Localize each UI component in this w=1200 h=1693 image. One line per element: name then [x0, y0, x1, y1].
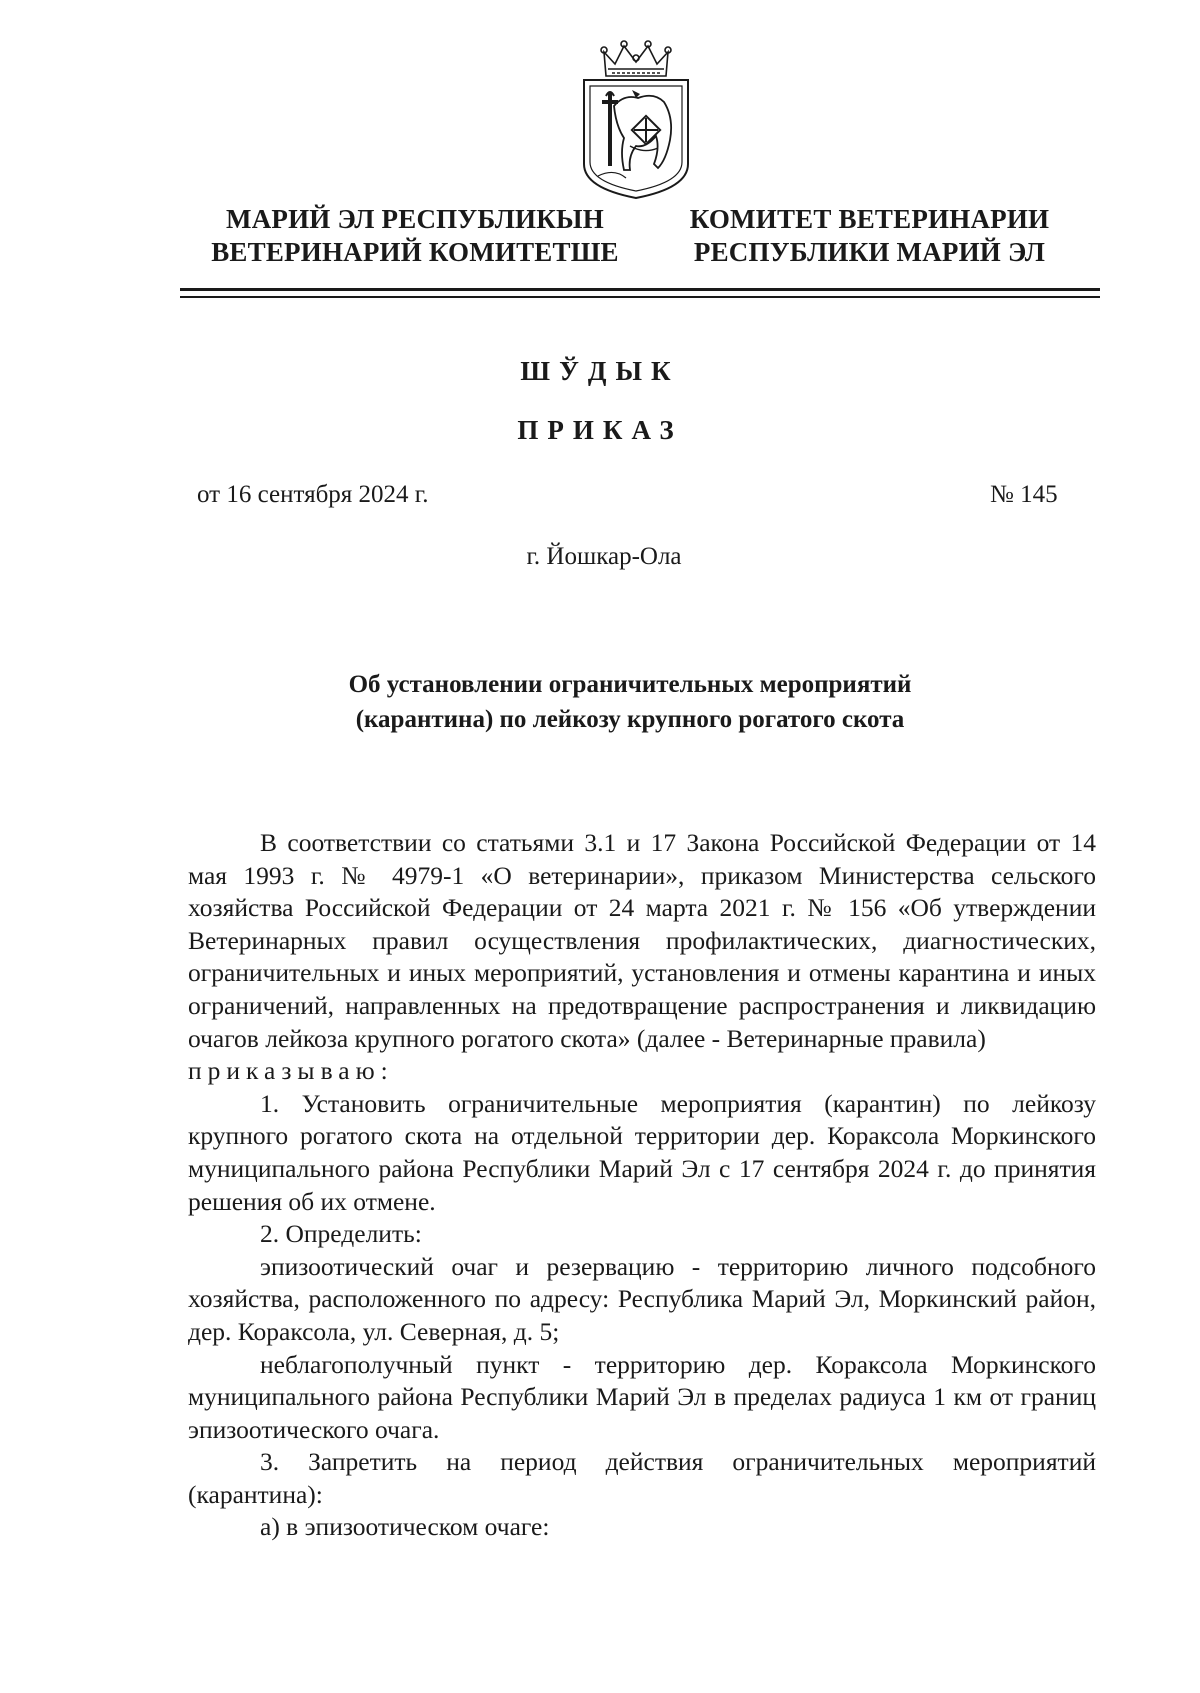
paragraph-2: 2. Определить: — [260, 1219, 422, 1249]
paragraph-2-unfavorable-point: неблагополучный пункт - территорию дер. Кораксола Моркинского муниципального района Республики Марий Эл в пределах радиуса 1 км от границ эпизоотического очага. — [188, 1349, 1096, 1444]
title-line: Об установлении ограничительных мероприятий — [348, 671, 912, 698]
header-mari-line: ВЕТЕРИНАРИЙ КОМИТЕТШЕ — [211, 237, 619, 267]
header-divider-thin — [180, 296, 1100, 298]
document-number: № 145 — [990, 481, 1058, 508]
header-mari-line: МАРИЙ ЭЛ РЕСПУБЛИКЫН — [226, 204, 604, 234]
paragraph-3-a: а) в эпизоотическом очаге: — [260, 1512, 550, 1542]
document-type-mari: ШЎДЫК — [520, 356, 680, 386]
header-divider-thick — [180, 288, 1100, 291]
coat-of-arms-mari-el-icon — [574, 36, 698, 204]
document-date: от 16 сентября 2024 г. — [197, 481, 429, 508]
header-russian-line: КОМИТЕТ ВЕТЕРИНАРИИ — [689, 204, 1050, 234]
title-line: (карантина) по лейкозу крупного рогатого скота — [355, 706, 905, 733]
paragraph-2-outbreak-focus: эпизоотический очаг и резервацию - территорию личного подсобного хозяйства, расположенного по адресу: Республика Марий Эл, Моркинский район, дер. Кораксола, ул. Северная, д. 5; — [188, 1251, 1096, 1346]
document-city — [0, 543, 1200, 571]
document-body — [188, 827, 1096, 1544]
city-text: г. Йошкар-Ола — [526, 543, 682, 570]
order-word-text: приказываю: — [188, 1056, 394, 1086]
document-type-russian: ПРИКАЗ — [517, 415, 683, 445]
header-russian-line: РЕСПУБЛИКИ МАРИЙ ЭЛ — [693, 237, 1046, 267]
header-russian-block — [672, 203, 1067, 269]
order-word — [188, 1055, 1096, 1088]
paragraph-1: 1. Установить ограничительные мероприятия (карантин) по лейкозу крупного рогатого скота на отдельной территории дер. Кораксола Моркинского муниципального района Республики Марий Эл с 17 сентября 2024 г. до принятия решения об их отмене. — [188, 1088, 1096, 1216]
paragraph-3: 3. Запретить на период действия ограничительных мероприятий (карантина): — [188, 1447, 1096, 1509]
header-mari-block — [195, 203, 635, 269]
document-title — [180, 667, 1080, 737]
preamble-paragraph: В соответствии со статьями 3.1 и 17 Закона Российской Федерации от 14 мая 1993 г. № 4979-1 «О ветеринарии», приказом Министерства сельского хозяйства Российской Федерации от 24 марта 2021 г. № 156 «Об утверждении Ветеринарных правил осуществления профилактических, диагностических, ограничительных и иных мероприятий, установления и отмены карантина и иных ограничений, направленных на предотвращение распространения и ликвидацию очагов лейкоза крупного рогатого скота» (далее - Ветеринарные правила) — [188, 828, 1096, 1053]
